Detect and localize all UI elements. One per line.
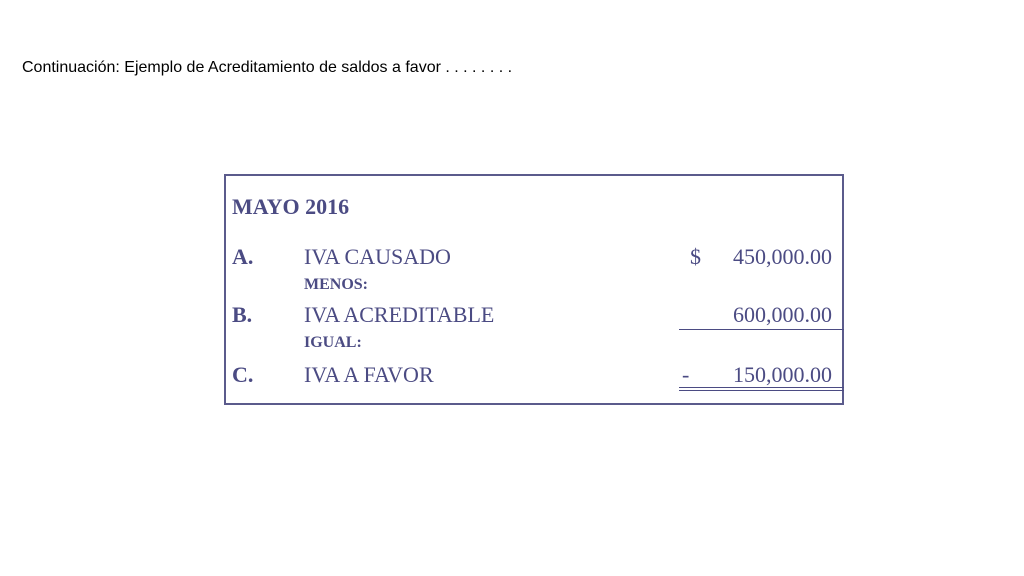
row-c-amount: 150,000.00 <box>733 362 832 387</box>
subtotal-rule <box>679 329 844 330</box>
row-c-label: IVA A FAVOR <box>304 362 434 387</box>
connector-menos: MENOS: <box>304 276 368 293</box>
row-a-letter: A. <box>232 244 254 269</box>
row-b-letter: B. <box>232 302 253 327</box>
row-b-label: IVA ACREDITABLE <box>304 302 495 327</box>
connector-igual: IGUAL: <box>304 334 362 351</box>
total-rule-bottom <box>679 390 844 391</box>
row-c-letter: C. <box>232 362 254 387</box>
row-a-amount: 450,000.00 <box>733 244 832 269</box>
row-a-label: IVA CAUSADO <box>304 244 451 269</box>
slide-heading: Continuación: Ejemplo de Acreditamiento de saldos a favor . . . . . . . . <box>22 59 513 76</box>
calculation-table <box>224 174 844 405</box>
row-c-sign: - <box>682 362 690 387</box>
table-title: MAYO 2016 <box>232 194 350 219</box>
total-rule-top <box>679 387 844 388</box>
row-b-amount: 600,000.00 <box>733 302 832 327</box>
row-a-sign: $ <box>690 244 701 269</box>
